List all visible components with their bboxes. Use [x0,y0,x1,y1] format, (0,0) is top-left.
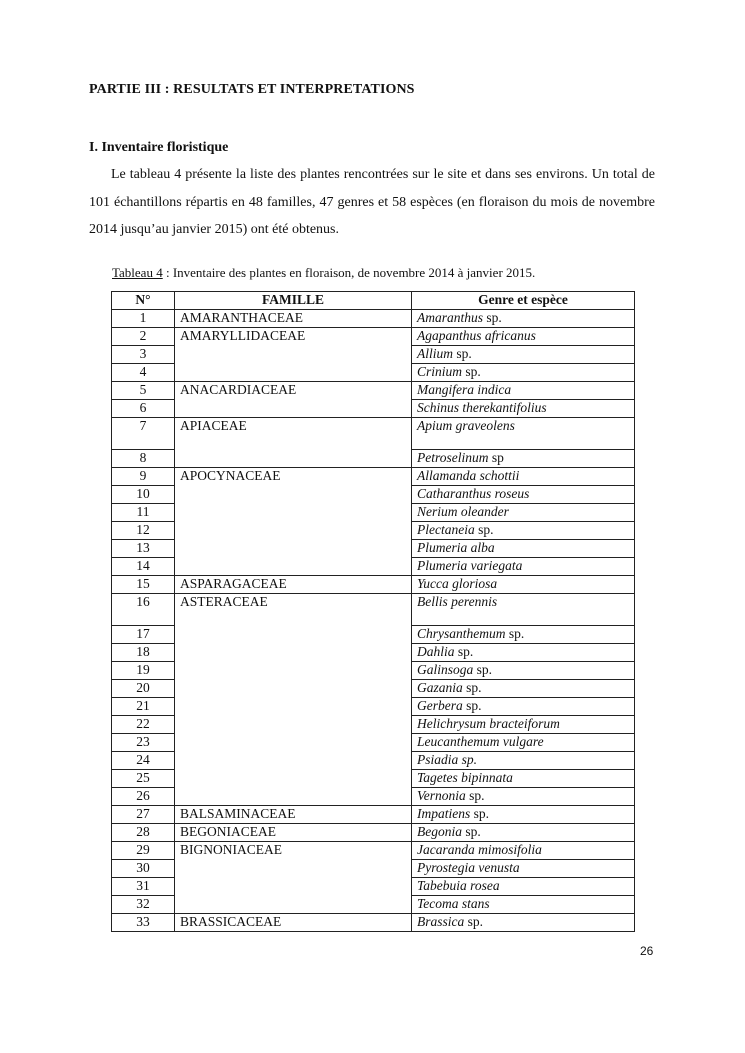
species-name: Vernonia [417,788,466,803]
header-genre: Genre et espèce [412,292,635,310]
species-cell [412,400,635,418]
table-row [112,806,635,824]
row-number: 6 [112,400,175,418]
row-number: 10 [112,486,175,504]
species-cell [412,626,635,644]
species-suffix: sp. [462,698,482,713]
row-number: 18 [112,644,175,662]
species-cell [412,698,635,716]
page-number: 26 [640,944,654,958]
species-cell [412,346,635,364]
species-cell [412,806,635,824]
species-cell [412,788,635,806]
species-suffix: sp. [464,914,484,929]
family-cell: BIGNONIACEAE [175,842,412,914]
species-cell [412,310,635,328]
species-suffix: sp. [470,806,490,821]
row-number: 26 [112,788,175,806]
species-name: Amaranthus [417,310,484,325]
species-name: Pyrostegia venusta [417,860,520,875]
table-row [112,382,635,400]
row-number: 9 [112,468,175,486]
species-cell [412,504,635,522]
species-name: Chrysanthemum [417,626,506,641]
species-name: Agapanthus africanus [417,328,536,343]
row-number: 25 [112,770,175,788]
row-number: 5 [112,382,175,400]
table-row [112,576,635,594]
species-cell [412,522,635,540]
species-name: Crinium [417,364,463,379]
row-number: 8 [112,450,175,468]
species-name: Tabebuia rosea [417,878,500,893]
species-name: Helichrysum bracteiforum [417,716,560,731]
intro-text: Le tableau 4 présente la liste des plantes rencontrées sur le site et dans ses environs. Un total de 101 échantillons répartis en 48 familles, 47 genres et 58 espèces (en floraison du mois de novembre 2014 jusqu’au janvier 2015) ont été obtenus. [89,167,655,238]
row-number: 2 [112,328,175,346]
species-suffix: sp. [505,626,525,641]
table-caption [112,265,535,281]
table-header-row [112,292,635,310]
species-cell [412,644,635,662]
caption-label: Tableau 4 [112,265,163,280]
row-number: 12 [112,522,175,540]
caption-text: : Inventaire des plantes en floraison, de novembre 2014 à janvier 2015. [162,265,536,280]
species-name: Begonia [417,824,462,839]
family-cell: BALSAMINACEAE [175,806,412,824]
species-cell [412,734,635,752]
species-suffix: sp. [474,522,494,537]
page-heading: PARTIE III : RESULTATS ET INTERPRETATIONS [89,82,415,97]
header-number: N° [112,292,175,310]
species-suffix: sp [488,450,504,465]
species-cell [412,450,635,468]
species-suffix: sp. [454,644,474,659]
row-number: 24 [112,752,175,770]
row-number: 4 [112,364,175,382]
row-number: 1 [112,310,175,328]
table-row [112,328,635,346]
species-cell [412,914,635,932]
species-name: Psiadia sp. [417,752,478,767]
header-famille: FAMILLE [175,292,412,310]
table-row [112,594,635,626]
row-number: 17 [112,626,175,644]
row-number: 20 [112,680,175,698]
species-cell [412,486,635,504]
species-cell [412,770,635,788]
family-cell: AMARANTHACEAE [175,310,412,328]
row-number: 11 [112,504,175,522]
table-row [112,824,635,842]
row-number: 30 [112,860,175,878]
row-number: 3 [112,346,175,364]
species-name: Jacaranda mimosifolia [417,842,542,857]
row-number: 21 [112,698,175,716]
species-name: Tagetes bipinnata [417,770,513,785]
species-cell [412,468,635,486]
species-cell [412,680,635,698]
species-cell [412,364,635,382]
table-row [112,914,635,932]
intro-paragraph [89,161,655,244]
row-number: 22 [112,716,175,734]
species-name: Tecoma stans [417,896,490,911]
species-name: Allium [417,346,453,361]
species-cell [412,576,635,594]
species-cell [412,716,635,734]
species-cell [412,662,635,680]
species-cell [412,896,635,914]
row-number: 27 [112,806,175,824]
family-cell: ASPARAGACEAE [175,576,412,594]
inventory-table [111,291,635,932]
species-cell [412,594,635,626]
species-suffix: sp. [462,364,481,379]
species-cell [412,328,635,346]
species-name: Mangifera indica [417,382,512,397]
species-name: Schinus therekantifolius [417,400,547,415]
species-name: Galinsoga [417,662,474,677]
species-name: Bellis perennis [417,594,498,609]
row-number: 7 [112,418,175,450]
species-cell [412,418,635,450]
species-cell [412,382,635,400]
family-cell: APIACEAE [175,418,412,468]
table-row [112,418,635,450]
species-cell [412,878,635,896]
species-name: Dahlia [417,644,455,659]
species-name: Nerium oleander [417,504,509,519]
row-number: 23 [112,734,175,752]
row-number: 15 [112,576,175,594]
species-name: Apium graveolens [417,418,515,433]
family-cell: BEGONIACEAE [175,824,412,842]
species-name: Plumeria alba [417,540,495,555]
species-suffix: sp. [483,310,502,325]
family-cell: ASTERACEAE [175,594,412,806]
species-name: Impatiens [417,806,471,821]
family-cell: ANACARDIACEAE [175,382,412,418]
table-row [112,468,635,486]
species-suffix: sp. [465,788,485,803]
table-body [112,310,635,932]
species-name: Allamanda schottii [417,468,520,483]
species-name: Plumeria variegata [417,558,523,573]
species-cell [412,540,635,558]
species-cell [412,824,635,842]
row-number: 16 [112,594,175,626]
row-number: 29 [112,842,175,860]
species-cell [412,842,635,860]
species-name: Yucca gloriosa [417,576,498,591]
row-number: 14 [112,558,175,576]
species-cell [412,752,635,770]
species-name: Gazania [417,680,463,695]
table-row [112,310,635,328]
species-cell [412,860,635,878]
species-cell [412,558,635,576]
row-number: 13 [112,540,175,558]
species-name: Leucanthemum vulgare [417,734,544,749]
species-name: Plectaneia [417,522,475,537]
row-number: 31 [112,878,175,896]
species-name: Catharanthus roseus [417,486,530,501]
family-cell: APOCYNACEAE [175,468,412,576]
row-number: 33 [112,914,175,932]
table-row [112,842,635,860]
row-number: 32 [112,896,175,914]
species-suffix: sp. [462,824,481,839]
species-name: Gerbera [417,698,463,713]
species-name: Petroselinum [417,450,489,465]
species-suffix: sp. [473,662,493,677]
species-suffix: sp. [453,346,472,361]
species-name: Brassica [417,914,465,929]
species-suffix: sp. [462,680,482,695]
row-number: 28 [112,824,175,842]
family-cell: BRASSICACEAE [175,914,412,932]
family-cell: AMARYLLIDACEAE [175,328,412,382]
section-title: I. Inventaire floristique [89,140,229,155]
row-number: 19 [112,662,175,680]
